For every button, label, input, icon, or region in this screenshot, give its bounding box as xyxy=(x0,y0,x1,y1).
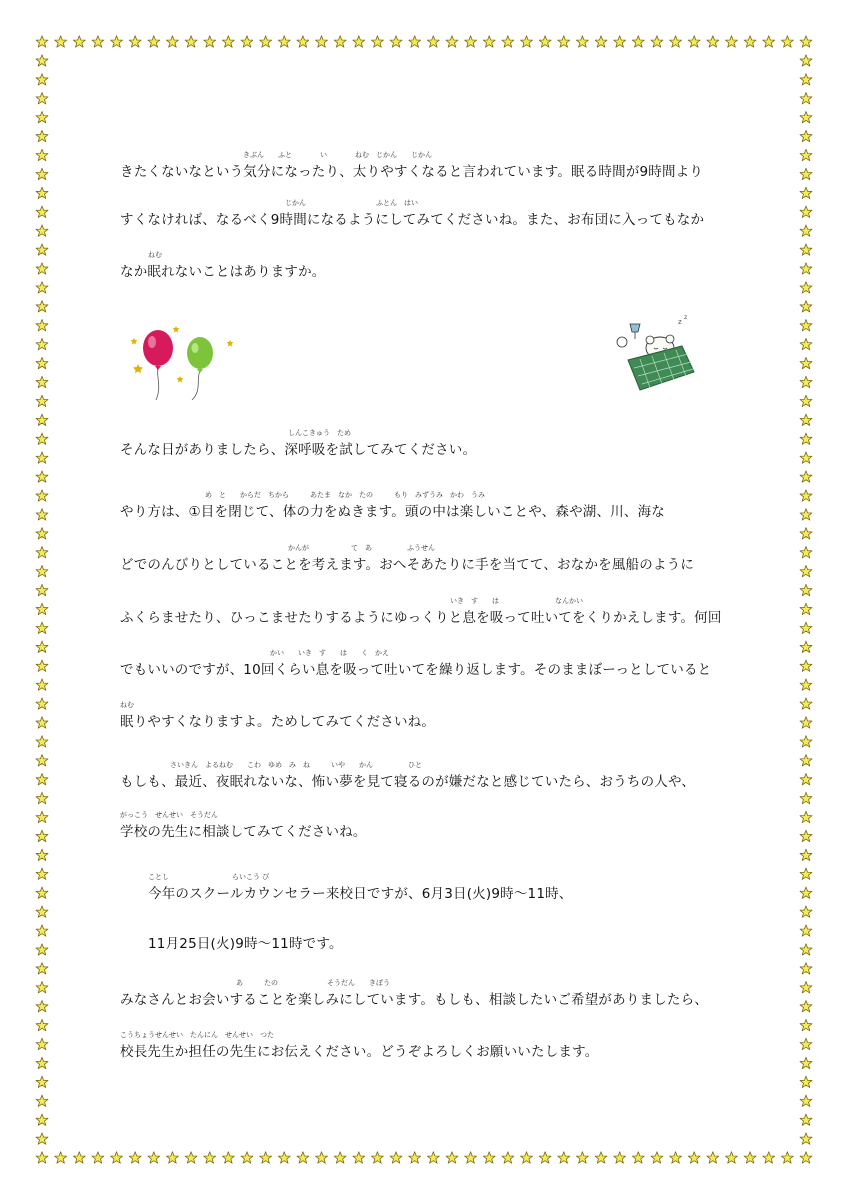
body-line-6: どでのんびりとしていることを考えます。おへそあたりに手を当てて、おなかを風船のように xyxy=(120,557,695,573)
star-icon xyxy=(36,74,48,85)
star-icon xyxy=(725,36,737,47)
balloon-icon xyxy=(130,318,240,402)
star-icon xyxy=(316,1152,328,1163)
star-icon xyxy=(800,565,812,576)
star-icon xyxy=(36,584,48,595)
star-icon xyxy=(36,773,48,784)
star-icon xyxy=(36,1076,48,1087)
body-line-11: 学校の先生に相談してみてくださいね。 xyxy=(120,824,367,840)
star-icon xyxy=(36,282,48,293)
star-icon xyxy=(204,1152,216,1163)
star-icon xyxy=(800,811,812,822)
star-icon xyxy=(800,263,812,274)
star-icon xyxy=(36,755,48,766)
star-icon xyxy=(36,471,48,482)
star-icon xyxy=(55,1152,67,1163)
star-icon xyxy=(576,1152,588,1163)
star-icon xyxy=(800,320,812,331)
body-line-12: 今年のスクールカウンセラー来校日ですが、6月3日(火)9時～11時、 xyxy=(148,886,573,902)
star-icon xyxy=(800,452,812,463)
star-icon xyxy=(36,660,48,671)
star-icon xyxy=(744,1152,756,1163)
star-icon xyxy=(800,1000,812,1011)
star-icon xyxy=(800,868,812,879)
star-icon xyxy=(614,36,626,47)
star-icon xyxy=(800,717,812,728)
star-icon xyxy=(371,1152,383,1163)
star-icon xyxy=(800,1038,812,1049)
star-icon xyxy=(427,1152,439,1163)
star-icon xyxy=(409,1152,421,1163)
star-icon xyxy=(260,36,272,47)
star-icon xyxy=(670,36,682,47)
star-icon xyxy=(36,982,48,993)
star-icon xyxy=(520,1152,532,1163)
star-icon xyxy=(576,36,588,47)
star-icon xyxy=(800,660,812,671)
star-icon xyxy=(800,490,812,501)
furigana-line: いき す は なんかい xyxy=(450,597,583,605)
body-line-15: 校長先生か担任の先生にお伝えください。どうぞよろしくお願いいたします。 xyxy=(120,1044,599,1060)
star-icon xyxy=(800,887,812,898)
star-icon xyxy=(800,641,812,652)
star-icon xyxy=(36,301,48,312)
star-icon xyxy=(800,830,812,841)
star-icon xyxy=(632,36,644,47)
furigana-line: かんが て あ ふうせん xyxy=(288,544,435,552)
furigana-line: きぶん ふと い ねむ じかん じかん xyxy=(243,151,432,159)
star-icon xyxy=(800,55,812,66)
star-icon xyxy=(800,244,812,255)
furigana-line: め と からだ ちから あたま なか たの もり みずうみ かわ うみ xyxy=(205,491,485,499)
star-icon xyxy=(707,36,719,47)
star-icon xyxy=(36,622,48,633)
star-icon xyxy=(390,36,402,47)
star-icon xyxy=(36,187,48,198)
star-icon xyxy=(800,36,812,47)
furigana-line: じかん ふとん はい xyxy=(285,199,418,207)
sleeping-bear-icon xyxy=(612,312,696,392)
star-icon xyxy=(353,36,365,47)
star-icon xyxy=(92,36,104,47)
star-icon xyxy=(800,584,812,595)
star-icon xyxy=(725,1152,737,1163)
star-icon xyxy=(800,130,812,141)
star-icon xyxy=(558,1152,570,1163)
star-icon xyxy=(36,849,48,860)
star-icon xyxy=(111,1152,123,1163)
star-icon xyxy=(334,36,346,47)
star-icon xyxy=(800,111,812,122)
furigana-line: ねむ xyxy=(148,251,162,259)
star-icon xyxy=(800,528,812,539)
star-icon xyxy=(129,1152,141,1163)
star-icon xyxy=(483,1152,495,1163)
star-icon xyxy=(800,395,812,406)
star-icon xyxy=(36,792,48,803)
star-icon xyxy=(36,1057,48,1068)
furigana-line: ねむ xyxy=(120,701,134,709)
furigana-line: さいきん よるねむ こわ ゆめ み ね いや かん ひと xyxy=(170,761,422,769)
star-icon xyxy=(73,1152,85,1163)
star-icon xyxy=(800,376,812,387)
star-icon xyxy=(427,36,439,47)
star-icon xyxy=(36,149,48,160)
star-icon xyxy=(36,206,48,217)
furigana-line: こうちょうせんせい たんにん せんせい つた xyxy=(120,1031,274,1039)
star-icon xyxy=(166,36,178,47)
star-icon xyxy=(36,225,48,236)
star-icon xyxy=(241,36,253,47)
star-icon xyxy=(800,338,812,349)
star-icon xyxy=(36,736,48,747)
star-icon xyxy=(800,547,812,558)
star-icon xyxy=(800,206,812,217)
star-icon xyxy=(148,1152,160,1163)
star-icon xyxy=(185,36,197,47)
star-icon xyxy=(670,1152,682,1163)
star-icon xyxy=(800,149,812,160)
star-icon xyxy=(800,1133,812,1144)
star-icon xyxy=(36,168,48,179)
star-icon xyxy=(316,36,328,47)
star-icon xyxy=(800,1152,812,1163)
star-icon xyxy=(36,1019,48,1030)
star-icon xyxy=(36,320,48,331)
star-icon xyxy=(36,565,48,576)
star-icon xyxy=(36,528,48,539)
star-icon xyxy=(36,93,48,104)
star-icon xyxy=(651,1152,663,1163)
star-icon xyxy=(36,414,48,425)
star-icon xyxy=(36,944,48,955)
star-icon xyxy=(92,1152,104,1163)
star-icon xyxy=(36,887,48,898)
star-icon xyxy=(800,622,812,633)
star-icon xyxy=(707,1152,719,1163)
star-icon xyxy=(204,36,216,47)
star-icon xyxy=(36,376,48,387)
star-icon xyxy=(36,338,48,349)
star-icon xyxy=(800,925,812,936)
star-icon xyxy=(185,1152,197,1163)
star-icon xyxy=(241,1152,253,1163)
body-line-7: ふくらませたり、ひっこませたりするようにゆっくりと息を吸って吐いてをくりかえします。何回 xyxy=(120,610,722,626)
furigana-line: かい いき す は く かえ xyxy=(270,649,389,657)
star-icon xyxy=(36,36,48,47)
star-icon xyxy=(800,982,812,993)
star-icon xyxy=(800,187,812,198)
star-icon xyxy=(36,830,48,841)
star-icon xyxy=(800,963,812,974)
star-icon xyxy=(36,357,48,368)
star-icon xyxy=(744,36,756,47)
star-icon xyxy=(353,1152,365,1163)
star-icon xyxy=(390,1152,402,1163)
star-icon xyxy=(800,698,812,709)
star-icon xyxy=(297,1152,309,1163)
star-icon xyxy=(800,168,812,179)
star-icon xyxy=(800,93,812,104)
furigana-line: ことし らいこう び xyxy=(148,873,270,881)
star-icon xyxy=(800,74,812,85)
star-icon xyxy=(111,36,123,47)
star-icon xyxy=(36,906,48,917)
svg-text:z: z xyxy=(678,318,682,326)
star-icon xyxy=(520,36,532,47)
star-icon xyxy=(222,36,234,47)
star-icon xyxy=(36,509,48,520)
star-icon xyxy=(800,471,812,482)
star-icon xyxy=(129,36,141,47)
star-icon xyxy=(688,36,700,47)
star-icon xyxy=(409,36,421,47)
star-icon xyxy=(36,452,48,463)
star-icon xyxy=(36,395,48,406)
star-icon xyxy=(36,263,48,274)
star-icon xyxy=(800,906,812,917)
star-icon xyxy=(73,36,85,47)
star-icon xyxy=(278,36,290,47)
star-icon xyxy=(800,357,812,368)
star-icon xyxy=(800,225,812,236)
star-icon xyxy=(36,111,48,122)
body-line-2: すくなければ、なるべく9時間になるようにしてみてくださいね。また、お布団に入ってもなか xyxy=(120,212,705,228)
star-icon xyxy=(595,36,607,47)
star-icon xyxy=(651,36,663,47)
star-icon xyxy=(632,1152,644,1163)
body-line-3: なか眠れないことはありますか。 xyxy=(120,264,326,280)
star-icon xyxy=(502,36,514,47)
star-icon xyxy=(36,55,48,66)
star-icon xyxy=(36,130,48,141)
star-icon xyxy=(334,1152,346,1163)
star-icon xyxy=(483,36,495,47)
star-icon xyxy=(800,849,812,860)
star-icon xyxy=(558,36,570,47)
star-icon xyxy=(36,1114,48,1125)
body-line-8: でもいいのですが、10回くらい息を吸って吐いてを繰り返します。そのままぼーっとしていると xyxy=(120,662,712,678)
body-line-10: もしも、最近、夜眠れないな、怖い夢を見て寝るのが嫌だなと感じていたら、おうちの人や、 xyxy=(120,774,696,790)
body-line-13: 11月25日(火)9時～11時です。 xyxy=(148,936,343,952)
star-icon xyxy=(36,1133,48,1144)
furigana-line: しんこきゅう ため xyxy=(288,429,351,437)
star-icon xyxy=(763,36,775,47)
star-icon xyxy=(36,1095,48,1106)
star-icon xyxy=(539,36,551,47)
star-icon xyxy=(260,1152,272,1163)
star-icon xyxy=(800,736,812,747)
star-icon xyxy=(800,301,812,312)
star-icon xyxy=(36,1152,48,1163)
star-icon xyxy=(36,433,48,444)
star-icon xyxy=(781,1152,793,1163)
star-icon xyxy=(800,282,812,293)
svg-text:z: z xyxy=(684,314,688,321)
star-icon xyxy=(800,414,812,425)
star-icon xyxy=(446,36,458,47)
star-icon xyxy=(55,36,67,47)
star-icon xyxy=(166,1152,178,1163)
star-icon xyxy=(36,811,48,822)
star-icon xyxy=(222,1152,234,1163)
star-icon xyxy=(800,1114,812,1125)
star-icon xyxy=(763,1152,775,1163)
star-icon xyxy=(800,755,812,766)
star-icon xyxy=(371,36,383,47)
star-icon xyxy=(297,36,309,47)
star-icon xyxy=(36,1038,48,1049)
star-icon xyxy=(502,1152,514,1163)
star-icon xyxy=(800,509,812,520)
body-line-9: 眠りやすくなりますよ。ためしてみてくださいね。 xyxy=(120,714,436,730)
star-icon xyxy=(800,603,812,614)
star-icon xyxy=(800,679,812,690)
star-icon xyxy=(781,36,793,47)
star-icon xyxy=(595,1152,607,1163)
star-icon xyxy=(465,1152,477,1163)
star-icon xyxy=(800,944,812,955)
star-icon xyxy=(800,433,812,444)
furigana-line: がっこう せんせい そうだん xyxy=(120,811,218,819)
body-line-4: そんな日がありましたら、深呼吸を試してみてください。 xyxy=(120,442,477,458)
star-icon xyxy=(36,1000,48,1011)
body-line-1: きたくないなという気分になったり、太りやすくなると言われています。眠る時間が9時間より xyxy=(120,164,704,180)
star-icon xyxy=(614,1152,626,1163)
star-icon xyxy=(36,490,48,501)
star-icon xyxy=(36,547,48,558)
star-icon xyxy=(800,1076,812,1087)
star-icon xyxy=(36,679,48,690)
star-icon xyxy=(36,963,48,974)
star-icon xyxy=(800,1095,812,1106)
star-icon xyxy=(465,36,477,47)
star-icon xyxy=(278,1152,290,1163)
star-icon xyxy=(148,36,160,47)
body-line-5: やり方は、①目を閉じて、体の力をぬきます。頭の中は楽しいことや、森や湖、川、海な xyxy=(120,504,665,520)
furigana-line: あ たの そうだん きぼう xyxy=(236,979,390,987)
star-icon xyxy=(800,1057,812,1068)
star-icon xyxy=(800,1019,812,1030)
star-icon xyxy=(688,1152,700,1163)
star-icon xyxy=(539,1152,551,1163)
star-icon xyxy=(800,773,812,784)
star-icon xyxy=(36,603,48,614)
star-icon xyxy=(36,698,48,709)
star-icon xyxy=(36,868,48,879)
star-icon xyxy=(446,1152,458,1163)
body-line-14: みなさんとお会いすることを楽しみにしています。もしも、相談したいご希望がありましたら、 xyxy=(120,992,709,1008)
star-icon xyxy=(36,641,48,652)
star-icon xyxy=(36,717,48,728)
star-icon xyxy=(36,244,48,255)
star-icon xyxy=(36,925,48,936)
star-icon xyxy=(800,792,812,803)
